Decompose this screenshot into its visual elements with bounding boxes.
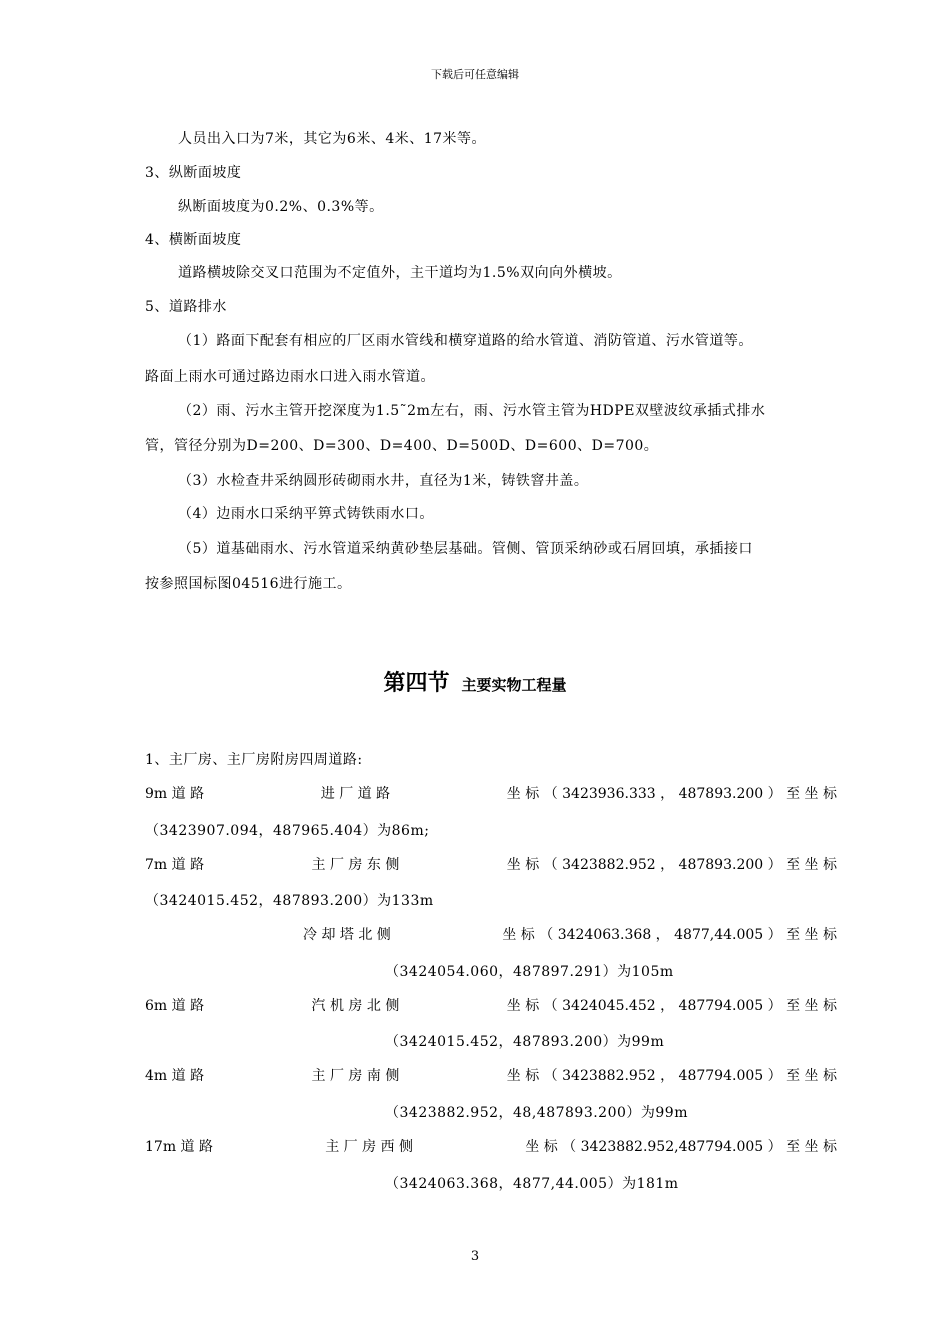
paragraph-entrance-width: 人员出入口为7米，其它为6米、4米、17米等。 (178, 131, 487, 147)
paragraph-drainage-4: （4）边雨水口采纳平箅式铸铁雨水口。 (178, 506, 434, 522)
road-end-4m: （3423882.952，48,487893.200）为99m (385, 1105, 688, 1121)
section-heading (0, 666, 950, 697)
paragraph-drainage-1-line1: （1）路面下配套有相应的厂区雨水管线和横穿道路的给水管道、消防管道、污水管道等。 (178, 333, 753, 349)
subheading-road-drainage: 5、道路排水 (145, 299, 227, 315)
paragraph-drainage-2-line1: （2）雨、污水主管开挖深度为1.5˜2m左右，雨、污水管主管为HDPE双壁波纹承插式排水 (178, 403, 766, 419)
road-row-17m (145, 1136, 837, 1156)
road-end-7m: （3424015.452，487893.200）为133m (145, 893, 434, 909)
subheading-cross-slope: 4、横断面坡度 (145, 232, 242, 248)
road-type: 7m 道 路 (145, 857, 205, 873)
road-type: 17m 道 路 (145, 1139, 213, 1155)
paragraph-drainage-5-line2: 按参照国标图04516进行施工。 (145, 576, 352, 592)
road-location: 主 厂 房 南 侧 (311, 1068, 400, 1084)
road-coordinates-start: 坐 标 （ 3424063.368 ， 4877,44.005 ） 至 坐 标 (502, 927, 837, 943)
road-type: 9m 道 路 (145, 786, 205, 802)
paragraph-longitudinal-slope: 纵断面坡度为0.2%、0.3%等。 (178, 199, 384, 215)
road-row-6m (145, 995, 837, 1015)
road-type: 4m 道 路 (145, 1068, 205, 1084)
paragraph-drainage-1-line2: 路面上雨水可通过路边雨水口进入雨水管道。 (145, 369, 435, 385)
road-location: 冷 却 塔 北 侧 (303, 927, 391, 943)
road-coordinates-start: 坐 标 （ 3423936.333 ， 487893.200 ） 至 坐 标 (506, 786, 837, 802)
road-end-cooling-tower: （3424054.060，487897.291）为105m (385, 964, 674, 980)
road-end-9m: （3423907.094，487965.404）为86m; (145, 823, 430, 839)
paragraph-drainage-3: （3）水检查井采纳圆形砖砌雨水井，直径为1米，铸铁窨井盖。 (178, 473, 589, 489)
road-location: 汽 机 房 北 侧 (311, 998, 400, 1014)
paragraph-drainage-5-line1: （5）道基础雨水、污水管道采纳黄砂垫层基础。管侧、管顶采纳砂或石屑回填，承插接口 (178, 541, 753, 557)
road-coordinates-start: 坐 标 （ 3423882.952 ， 487794.005 ） 至 坐 标 (506, 1068, 837, 1084)
road-end-6m: （3424015.452，487893.200）为99m (385, 1034, 665, 1050)
road-row-9m (145, 783, 837, 803)
paragraph-cross-slope: 道路横坡除交叉口范围为不定值外，主干道均为1.5%双向向外横坡。 (178, 265, 622, 281)
subheading-longitudinal-slope: 3、纵断面坡度 (145, 165, 242, 181)
section-number: 第四节 (383, 671, 450, 696)
road-coordinates-start: 坐 标 （ 3424045.452 ， 487794.005 ） 至 坐 标 (506, 998, 837, 1014)
road-row-4m (145, 1065, 837, 1085)
road-location: 主 厂 房 西 侧 (325, 1139, 414, 1155)
roads-intro: 1、主厂房、主厂房附房四周道路: (145, 752, 363, 768)
road-location: 进 厂 道 路 (320, 786, 391, 802)
road-coordinates-start: 坐 标 （ 3423882.952 ， 487893.200 ） 至 坐 标 (506, 857, 837, 873)
road-row-7m (145, 854, 837, 874)
page-number: 3 (470, 1249, 480, 1264)
road-coordinates-start: 坐 标 （ 3423882.952,487794.005 ） 至 坐 标 (525, 1139, 837, 1155)
road-type: 6m 道 路 (145, 998, 205, 1014)
road-end-17m: （3424063.368，4877,44.005）为181m (385, 1176, 679, 1192)
road-location: 主 厂 房 东 侧 (311, 857, 400, 873)
paragraph-drainage-2-line2: 管，管径分别为D=200、D=300、D=400、D=500D、D=600、D=700。 (145, 438, 659, 454)
road-row-cooling-tower (303, 924, 837, 944)
section-title: 主要实物工程量 (461, 676, 567, 694)
page-header: 下载后可任意编辑 (431, 68, 519, 81)
